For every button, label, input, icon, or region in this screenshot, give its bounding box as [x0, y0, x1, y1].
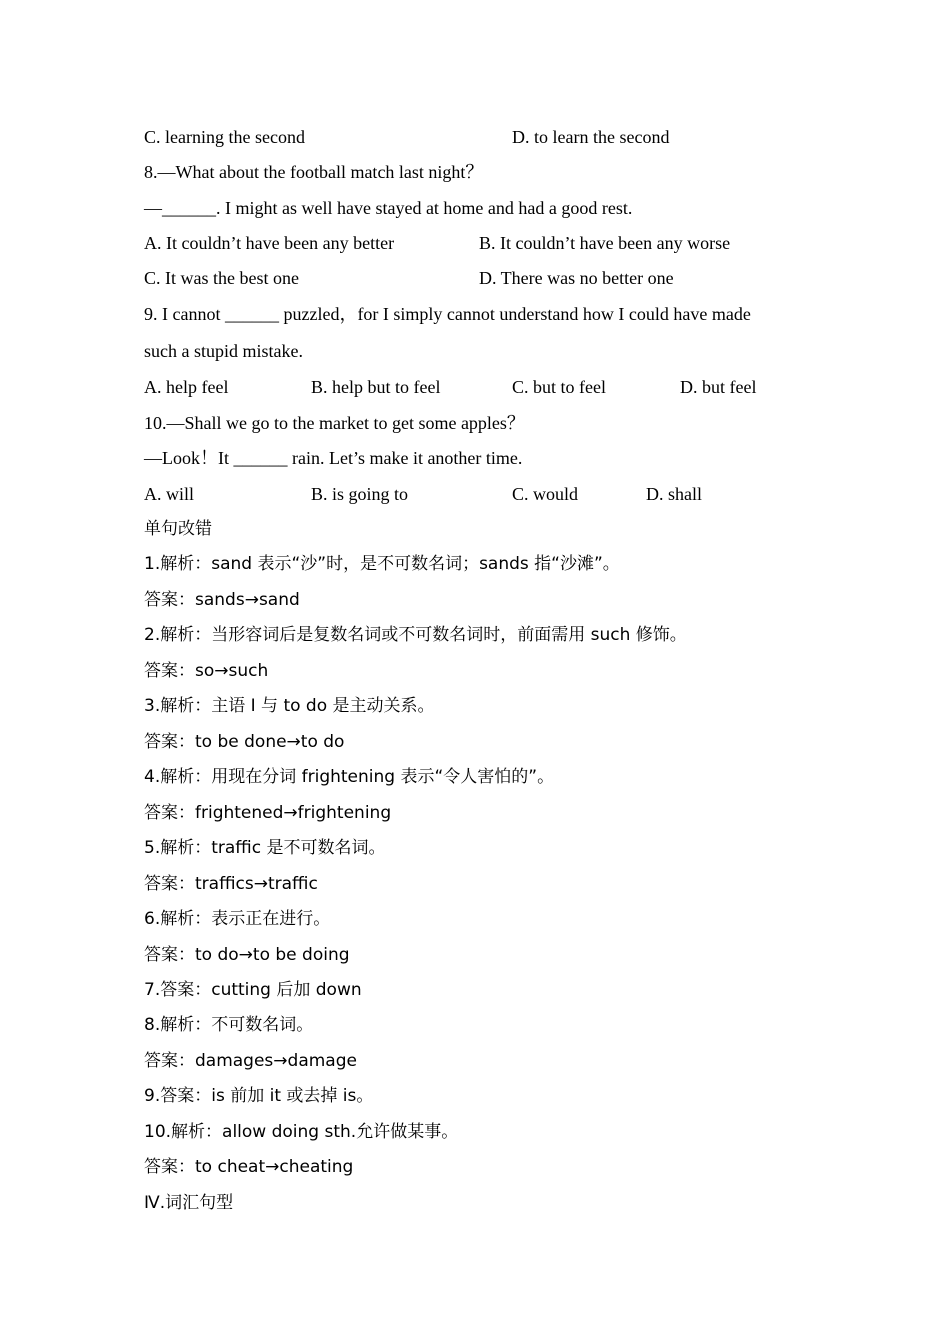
q8-option-a: A. It couldn’t have been any better	[144, 233, 395, 253]
q10-option-a: A. will	[144, 484, 195, 504]
correction-line: 答案：sands→sand	[144, 590, 300, 610]
correction-line: 2.解析：当形容词后是复数名词或不可数名词时，前面需用 such 修饰。	[144, 625, 687, 645]
correction-line: 5.解析：traffic 是不可数名词。	[144, 838, 386, 858]
correction-line: 1.解析：sand 表示“沙”时，是不可数名词；sands 指“沙滩”。	[144, 554, 620, 574]
correction-line: 答案：to cheat→cheating	[144, 1157, 354, 1177]
q8-reply: —______. I might as well have stayed at home and had a good rest.	[144, 198, 633, 218]
q9-option-b: B. help but to feel	[311, 377, 441, 397]
correction-line: 3.解析：主语 I 与 to do 是主动关系。	[144, 696, 435, 716]
correction-line: 答案：to do→to be doing	[144, 945, 350, 965]
correction-line: 答案：traffics→traffic	[144, 874, 318, 894]
correction-line: 6.解析：表示正在进行。	[144, 909, 331, 929]
correction-line: 10.解析：allow doing sth.允许做某事。	[144, 1122, 459, 1142]
q9-option-a: A. help feel	[144, 377, 229, 397]
correction-line: 答案：damages→damage	[144, 1051, 357, 1071]
q10-option-b: B. is going to	[311, 484, 409, 504]
q9-question-line1: 9. I cannot ______ puzzled，for I simply cannot understand how I could have made	[144, 304, 751, 324]
correction-line: 9.答案：is 前加 it 或去掉 is。	[144, 1086, 374, 1106]
q9-option-d: D. but feel	[680, 377, 757, 397]
correction-line: 答案：so→such	[144, 661, 269, 681]
q7-option-c: C. learning the second	[144, 127, 305, 147]
correction-line: 7.答案：cutting 后加 down	[144, 980, 362, 1000]
correction-line: 答案：to be done→to do	[144, 732, 345, 752]
q10-reply: —Look！It ______ rain. Let’s make it another time.	[144, 448, 523, 468]
q8-option-c: C. It was the best one	[144, 268, 299, 288]
section-heading-correction: 单句改错	[144, 519, 212, 539]
correction-line: 8.解析：不可数名词。	[144, 1015, 314, 1035]
q7-option-d: D. to learn the second	[512, 127, 670, 147]
q9-option-c: C. but to feel	[512, 377, 606, 397]
q8-question: 8.—What about the football match last night？	[144, 162, 484, 182]
q9-question-line2: such a stupid mistake.	[144, 341, 303, 361]
correction-line: 4.解析：用现在分词 frightening 表示“令人害怕的”。	[144, 767, 555, 787]
section-heading-vocab: Ⅳ.词汇句型	[144, 1193, 234, 1213]
q8-option-b: B. It couldn’t have been any worse	[479, 233, 731, 253]
q10-option-d: D. shall	[646, 484, 702, 504]
q8-option-d: D. There was no better one	[479, 268, 674, 288]
correction-line: 答案：frightened→frightening	[144, 803, 392, 823]
q10-question: 10.—Shall we go to the market to get some apples？	[144, 413, 525, 433]
q10-option-c: C. would	[512, 484, 579, 504]
